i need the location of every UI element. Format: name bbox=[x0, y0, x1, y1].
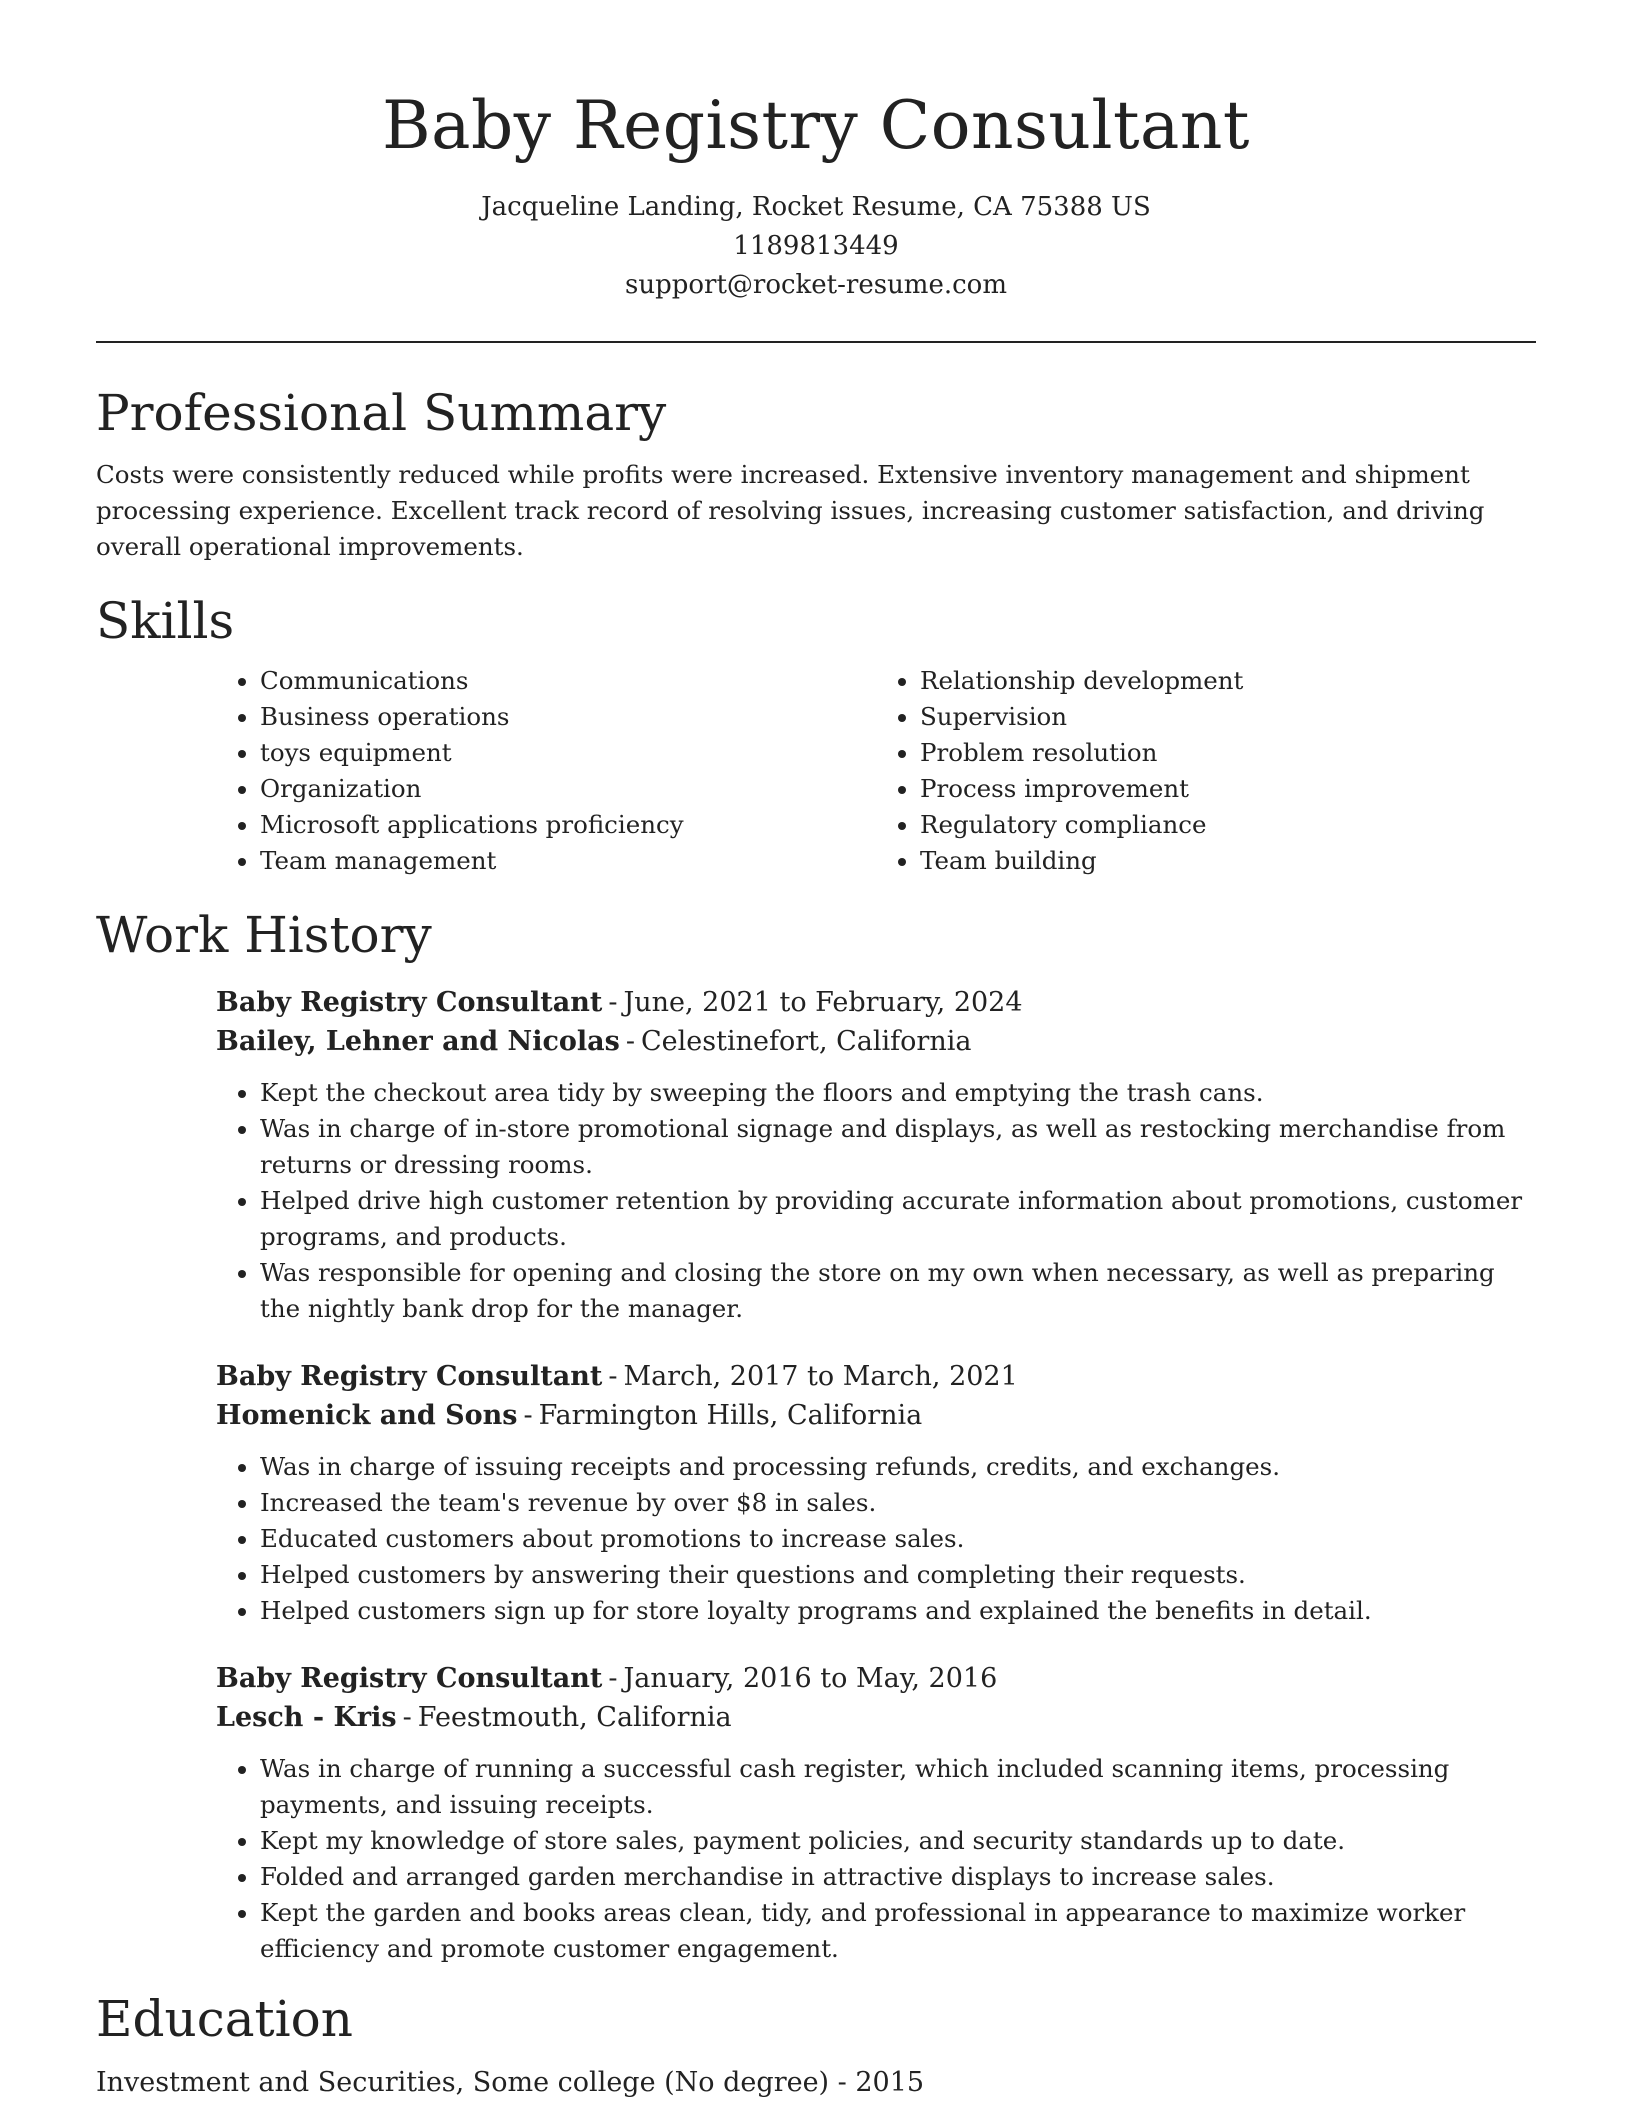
skill-item: • Supervision bbox=[920, 699, 1536, 735]
job-company-line: Bailey, Lehner and Nicolas - Celestinefort, California bbox=[216, 1026, 972, 1057]
job-bullet: • Kept my knowledge of store sales, payment policies, and security standards up to date. bbox=[260, 1823, 1536, 1859]
contact-address: Jacqueline Landing, Rocket Resume, CA 75388 US bbox=[481, 192, 1151, 222]
job-dates: March, 2017 to March, 2021 bbox=[623, 1361, 1018, 1392]
resume-page bbox=[96, 0, 1536, 2102]
resume-header bbox=[96, 0, 1536, 343]
skill-item: • Team management bbox=[260, 843, 876, 879]
job-location: Feestmouth, California bbox=[417, 1702, 732, 1733]
candidate-name: Baby Registry Consultant bbox=[382, 87, 1250, 164]
work-heading: Work History bbox=[96, 906, 432, 964]
education-heading: Education bbox=[96, 1990, 353, 2048]
job-dates: January, 2016 to May, 2016 bbox=[623, 1663, 998, 1694]
job-title: Baby Registry Consultant bbox=[216, 987, 603, 1018]
job-location: Celestinefort, California bbox=[641, 1026, 972, 1057]
job-bullet: • Was responsible for opening and closing the store on my own when necessary, as well as preparing the nightly bank drop for the manager. bbox=[260, 1255, 1536, 1327]
skill-item: • toys equipment bbox=[260, 735, 876, 771]
job-bullet: • Helped customers sign up for store loyalty programs and explained the benefits in detail. bbox=[260, 1593, 1536, 1629]
job-title: Baby Registry Consultant bbox=[216, 1663, 603, 1694]
job-entry bbox=[216, 983, 1536, 1327]
job-bullet: • Kept the checkout area tidy by sweeping the floors and emptying the trash cans. bbox=[260, 1075, 1536, 1111]
job-title: Baby Registry Consultant bbox=[216, 1361, 603, 1392]
job-bullet: • Increased the team's revenue by over $8 in sales. bbox=[260, 1485, 1536, 1521]
skill-item: • Team building bbox=[920, 843, 1536, 879]
work-section bbox=[96, 905, 1536, 1967]
skills-right-list bbox=[876, 663, 1536, 879]
job-bullet: • Helped drive high customer retention by providing accurate information about promotions, customer programs, and products. bbox=[260, 1183, 1536, 1255]
job-title-line: Baby Registry Consultant - March, 2017 to March, 2021 bbox=[216, 1361, 1018, 1392]
summary-text: Costs were consistently reduced while profits were increased. Extensive inventory management and shipment processing experience. Excellent track record of resolving issues, increasing customer satisfaction, and driving overall operational improvements. bbox=[96, 460, 1485, 561]
skill-item: • Communications bbox=[260, 663, 876, 699]
summary-heading: Professional Summary bbox=[96, 384, 667, 442]
job-company: Homenick and Sons bbox=[216, 1400, 518, 1431]
contact-phone: 1189813449 bbox=[733, 231, 899, 261]
job-bullets bbox=[216, 1449, 1536, 1629]
header-divider bbox=[96, 341, 1536, 343]
job-location: Farmington Hills, California bbox=[538, 1400, 923, 1431]
education-section bbox=[96, 1989, 1536, 2102]
education-entry: Investment and Securities, Some college (No degree) - 2015 bbox=[96, 2067, 925, 2098]
job-title-line: Baby Registry Consultant - June, 2021 to February, 2024 bbox=[216, 987, 1023, 1018]
job-company: Lesch - Kris bbox=[216, 1702, 397, 1733]
skill-item: • Business operations bbox=[260, 699, 876, 735]
job-company-line: Lesch - Kris - Feestmouth, California bbox=[216, 1702, 732, 1733]
job-title-line: Baby Registry Consultant - January, 2016 to May, 2016 bbox=[216, 1663, 998, 1694]
job-bullet: • Was in charge of in-store promotional signage and displays, as well as restocking merchandise from returns or dressing rooms. bbox=[260, 1111, 1536, 1183]
skill-item: • Organization bbox=[260, 771, 876, 807]
job-company-line: Homenick and Sons - Farmington Hills, California bbox=[216, 1400, 923, 1431]
job-bullet: • Kept the garden and books areas clean, tidy, and professional in appearance to maximize worker efficiency and promote customer engagement. bbox=[260, 1895, 1536, 1967]
job-bullet: • Folded and arranged garden merchandise in attractive displays to increase sales. bbox=[260, 1859, 1536, 1895]
job-bullet: • Was in charge of issuing receipts and processing refunds, credits, and exchanges. bbox=[260, 1449, 1536, 1485]
job-entry bbox=[216, 1659, 1536, 1967]
job-company: Bailey, Lehner and Nicolas bbox=[216, 1026, 620, 1057]
job-entry bbox=[216, 1357, 1536, 1629]
contact-block bbox=[96, 188, 1536, 305]
skills-heading: Skills bbox=[96, 592, 235, 650]
skills-columns bbox=[216, 663, 1536, 879]
skill-item: • Relationship development bbox=[920, 663, 1536, 699]
job-bullets bbox=[216, 1075, 1536, 1327]
skill-item: • Microsoft applications proficiency bbox=[260, 807, 876, 843]
job-dates: June, 2021 to February, 2024 bbox=[623, 987, 1023, 1018]
job-bullet: • Helped customers by answering their questions and completing their requests. bbox=[260, 1557, 1536, 1593]
skill-item: • Regulatory compliance bbox=[920, 807, 1536, 843]
contact-email: support@rocket-resume.com bbox=[624, 270, 1007, 300]
summary-section bbox=[96, 383, 1536, 565]
job-bullet: • Was in charge of running a successful cash register, which included scanning items, processing payments, and issuing receipts. bbox=[260, 1751, 1536, 1823]
skill-item: • Process improvement bbox=[920, 771, 1536, 807]
skills-section bbox=[96, 591, 1536, 879]
job-bullet: • Educated customers about promotions to increase sales. bbox=[260, 1521, 1536, 1557]
skill-item: • Problem resolution bbox=[920, 735, 1536, 771]
job-bullets bbox=[216, 1751, 1536, 1967]
skills-left-list bbox=[216, 663, 876, 879]
